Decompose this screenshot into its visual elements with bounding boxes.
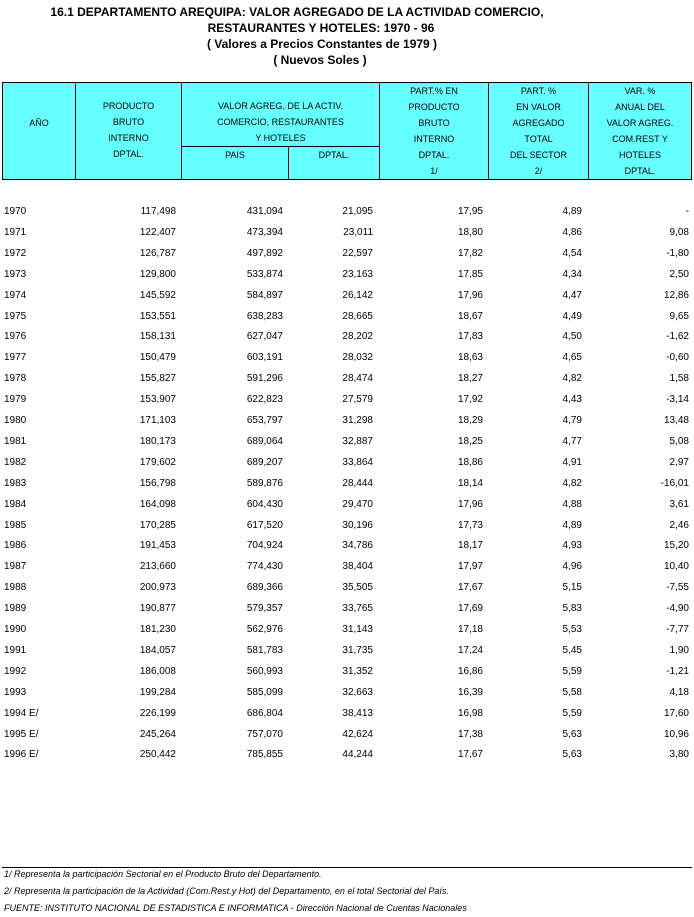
cell-part-valor: 4,89: [562, 519, 582, 531]
table-row: [0, 223, 694, 243]
cell-pais: 585,099: [246, 686, 283, 698]
cell-pais: 589,876: [246, 477, 283, 489]
cell-part-valor: 4,79: [562, 415, 582, 426]
title-line-2: RESTAURANTES Y HOTELES: 1970 - 96: [207, 21, 435, 35]
cell-dptal: 30,196: [342, 519, 373, 531]
cell-part: 18,17: [457, 540, 483, 552]
cell-year: 1995 E/: [4, 728, 39, 740]
cell-part-valor: 4,82: [562, 477, 582, 489]
cell-pbi: 126,787: [139, 247, 176, 259]
table-row: [0, 327, 694, 347]
table-title: [0, 4, 694, 68]
table-row: [0, 411, 694, 431]
table-row: [0, 286, 694, 306]
cell-part-valor: 5,45: [562, 644, 582, 656]
cell-dptal: 34,786: [342, 540, 373, 552]
footnote-1: 1/ Representa la participación Sectorial en el Producto Bruto del Departamento.: [4, 869, 322, 879]
cell-part: 17,95: [457, 206, 483, 217]
cell-part-valor: 4,88: [562, 498, 582, 510]
cell-pais: 689,366: [246, 582, 283, 594]
cell-part-valor: 5,53: [562, 624, 582, 635]
cell-var: 3,61: [669, 498, 689, 510]
cell-var: -4,90: [666, 603, 689, 615]
cell-var: 9,08: [669, 226, 689, 238]
header-year-label: AÑO: [29, 118, 49, 128]
cell-pais: 785,855: [246, 749, 283, 761]
cell-var: -0,60: [666, 352, 689, 364]
header-part-valor: [488, 82, 589, 180]
header-part-valor-line: EN VALOR: [516, 102, 561, 112]
cell-part-valor: 4,49: [562, 310, 582, 322]
cell-dptal: 28,665: [342, 310, 373, 322]
cell-var: -1,62: [666, 331, 689, 343]
header-part-valor-line: PART. %: [520, 86, 557, 96]
cell-year: 1984: [4, 498, 27, 510]
cell-pbi: 190,877: [139, 603, 176, 615]
cell-pais: 757,070: [246, 728, 283, 740]
cell-var: 9,65: [669, 310, 689, 322]
table-row: [0, 683, 694, 703]
cell-part-valor: 4,96: [562, 561, 582, 573]
cell-part: 17,69: [457, 603, 483, 615]
cell-var: 4,18: [669, 686, 689, 698]
cell-pbi: 122,407: [139, 226, 176, 238]
cell-pais: 497,892: [246, 247, 283, 259]
cell-part-valor: 4,86: [562, 226, 582, 238]
cell-pbi: 226,199: [139, 707, 176, 719]
cell-year: 1970: [4, 206, 27, 217]
cell-part: 17,85: [457, 268, 483, 280]
cell-var: -16,01: [660, 477, 689, 489]
header-part-line: BRUTO: [418, 118, 450, 128]
header-pbi-line: DPTAL.: [113, 149, 144, 159]
cell-pais: 617,520: [246, 519, 283, 531]
cell-pbi: 170,285: [139, 519, 176, 531]
cell-pbi: 181,230: [139, 624, 176, 635]
cell-var: 12,86: [663, 289, 689, 301]
cell-pais: 774,430: [246, 561, 283, 573]
cell-dptal: 21,095: [342, 206, 373, 217]
cell-year: 1980: [4, 415, 27, 426]
cell-pbi: 156,798: [139, 477, 176, 489]
header-part-valor-line: DEL SECTOR: [509, 150, 567, 160]
cell-pbi: 164,098: [139, 498, 176, 510]
header-pbi: [75, 82, 182, 180]
cell-pais: 584,897: [246, 289, 283, 301]
cell-dptal: 29,470: [342, 498, 373, 510]
table-row: [0, 578, 694, 598]
cell-part: 16,98: [457, 707, 483, 719]
table-row: [0, 265, 694, 285]
table-row: [0, 725, 694, 745]
cell-pais: 622,823: [246, 394, 283, 406]
table-row: [0, 662, 694, 682]
cell-year: 1992: [4, 665, 27, 677]
header-part-line: 1/: [430, 166, 438, 176]
header-pbi-line: INTERNO: [108, 133, 149, 143]
header-pbi-line: BRUTO: [112, 117, 145, 127]
cell-dptal: 38,413: [342, 707, 373, 719]
cell-part-valor: 4,91: [562, 456, 582, 468]
table-row: [0, 704, 694, 724]
cell-part-valor: 5,15: [562, 582, 582, 594]
cell-part-valor: 4,82: [562, 373, 582, 385]
cell-pbi: 179,602: [139, 456, 176, 468]
cell-part-valor: 5,63: [562, 728, 582, 740]
header-part-valor-line: AGREGADO: [512, 118, 565, 128]
cell-part: 18,63: [457, 352, 483, 364]
cell-part: 17,24: [457, 644, 483, 656]
title-line-1: 16.1 DEPARTAMENTO AREQUIPA: VALOR AGREGADO DE LA ACTIVIDAD COMERCIO,: [50, 5, 544, 19]
cell-part: 17,96: [457, 498, 483, 510]
cell-pais: 638,283: [246, 310, 283, 322]
header-var-line: COM.REST Y: [612, 134, 668, 144]
cell-pbi: 250,442: [139, 749, 176, 761]
cell-var: 1,58: [669, 373, 689, 385]
cell-var: 10,96: [663, 728, 689, 740]
cell-var: 13,48: [663, 415, 689, 426]
cell-dptal: 28,032: [342, 352, 373, 364]
cell-var: 2,97: [669, 456, 689, 468]
cell-year: 1977: [4, 352, 27, 364]
cell-part-valor: 4,54: [562, 247, 582, 259]
cell-pbi: 129,800: [139, 268, 176, 280]
cell-pais: 627,047: [246, 331, 283, 343]
cell-pbi: 200,973: [139, 582, 176, 594]
cell-year: 1979: [4, 394, 27, 406]
cell-dptal: 38,404: [342, 561, 373, 573]
cell-pais: 473,394: [246, 226, 283, 238]
header-pbi-line: PRODUCTO: [102, 101, 155, 111]
cell-part-valor: 4,65: [562, 352, 582, 364]
cell-pais: 560,993: [246, 665, 283, 677]
title-line-4: ( Nuevos Soles ): [273, 53, 367, 67]
header-part: [379, 82, 489, 180]
cell-var: -1,80: [666, 247, 689, 259]
table-row: [0, 307, 694, 327]
header-var-line: ANUAL DEL: [615, 102, 665, 112]
cell-year: 1983: [4, 477, 27, 489]
cell-year: 1987: [4, 561, 27, 573]
header-valor-line: VALOR AGREG. DE LA ACTIV.: [217, 101, 344, 111]
cell-dptal: 31,735: [342, 644, 373, 656]
cell-pbi: 213,660: [139, 561, 176, 573]
cell-pbi: 153,907: [139, 394, 176, 406]
cell-dptal: 31,352: [342, 665, 373, 677]
table-row: [0, 536, 694, 556]
cell-year: 1993: [4, 686, 27, 698]
cell-part: 17,18: [457, 624, 483, 635]
header-part-line: DPTAL.: [418, 150, 450, 160]
header-part-line: PART.% EN: [410, 86, 458, 96]
cell-part: 17,67: [457, 582, 483, 594]
cell-year: 1994 E/: [4, 707, 39, 719]
header-part-valor-line: TOTAL: [524, 134, 553, 144]
cell-pais: 562,976: [246, 624, 283, 635]
cell-part: 18,27: [457, 373, 483, 385]
cell-dptal: 26,142: [342, 289, 373, 301]
cell-dptal: 35,505: [342, 582, 373, 594]
cell-pais: 689,207: [246, 456, 283, 468]
cell-part-valor: 5,63: [562, 749, 582, 761]
cell-dptal: 31,143: [342, 624, 373, 635]
table-row: [0, 620, 694, 640]
cell-pais: 533,874: [246, 268, 283, 280]
table-row: [0, 495, 694, 515]
header-var-line: DPTAL.: [624, 166, 656, 176]
cell-var: 2,46: [669, 519, 689, 531]
cell-dptal: 33,765: [342, 603, 373, 615]
cell-year: 1986: [4, 540, 27, 552]
cell-part: 18,14: [457, 477, 483, 489]
cell-var: 2,50: [669, 268, 689, 280]
table-row: [0, 516, 694, 536]
table-row: [0, 202, 694, 222]
cell-dptal: 28,202: [342, 331, 373, 343]
footnote-2: 2/ Representa la participación de la Actividad (Com.Rest.y Hot) del Departamento, en el total Sectorial del País.: [4, 886, 449, 896]
cell-part-valor: 4,34: [562, 268, 582, 280]
cell-pbi: 186,008: [139, 665, 176, 677]
cell-pais: 653,797: [246, 415, 283, 426]
cell-year: 1996 E/: [4, 749, 39, 761]
footer-divider: [2, 867, 692, 868]
cell-pbi: 145,592: [139, 289, 176, 301]
cell-part-valor: 5,58: [562, 686, 582, 698]
cell-var: -1,21: [666, 665, 689, 677]
cell-pbi: 191,453: [139, 540, 176, 552]
cell-pbi: 180,173: [139, 435, 176, 447]
table-row: [0, 432, 694, 452]
cell-dptal: 27,579: [342, 394, 373, 406]
cell-pbi: 158,131: [139, 331, 176, 343]
cell-part-valor: 5,59: [562, 707, 582, 719]
cell-part: 17,67: [457, 749, 483, 761]
cell-part: 17,83: [457, 331, 483, 343]
table-header: [0, 82, 694, 180]
header-valor-line: Y HOTELES: [255, 133, 306, 143]
cell-pbi: 153,551: [139, 310, 176, 322]
cell-part: 17,92: [457, 394, 483, 406]
cell-dptal: 42,624: [342, 728, 373, 740]
cell-part: 17,73: [457, 519, 483, 531]
cell-var: 15,20: [663, 540, 689, 552]
source-note: FUENTE: INSTITUTO NACIONAL DE ESTADISTICA E INFORMATICA - Dirección Nacional de Cuentas Nacionales: [4, 903, 467, 913]
cell-year: 1971: [4, 226, 27, 238]
cell-part: 18,80: [457, 226, 483, 238]
cell-part-valor: 5,59: [562, 665, 582, 677]
header-pais-label: PAIS: [225, 150, 245, 160]
cell-dptal: 22,597: [342, 247, 373, 259]
table-row: [0, 453, 694, 473]
cell-var: 1,90: [669, 644, 689, 656]
cell-part: 17,82: [457, 247, 483, 259]
cell-var: 17,60: [663, 707, 689, 719]
header-valor-line: COMERCIO, RESTAURANTES: [217, 117, 344, 127]
cell-part-valor: 5,83: [562, 603, 582, 615]
cell-part: 18,25: [457, 435, 483, 447]
cell-var: -7,77: [666, 624, 689, 635]
cell-pais: 686,804: [246, 707, 283, 719]
cell-pais: 704,924: [246, 540, 283, 552]
cell-dptal: 32,663: [342, 686, 373, 698]
cell-part-valor: 4,93: [562, 540, 582, 552]
header-var-line: VALOR AGREG.: [606, 118, 674, 128]
cell-part: 16,86: [457, 665, 483, 677]
cell-year: 1973: [4, 268, 27, 280]
cell-pais: 581,783: [246, 644, 283, 656]
cell-part: 18,86: [457, 456, 483, 468]
cell-pais: 689,064: [246, 435, 283, 447]
table-row: [0, 390, 694, 410]
cell-var: -: [685, 206, 689, 217]
cell-part: 18,67: [457, 310, 483, 322]
cell-var: -7,55: [666, 582, 689, 594]
cell-var: 5,08: [669, 435, 689, 447]
header-part-line: INTERNO: [413, 134, 455, 144]
table-row: [0, 557, 694, 577]
cell-part-valor: 4,77: [562, 435, 582, 447]
cell-pbi: 184,057: [139, 644, 176, 656]
cell-pais: 603,191: [246, 352, 283, 364]
cell-part-valor: 4,47: [562, 289, 582, 301]
cell-part-valor: 4,89: [562, 206, 582, 217]
cell-dptal: 28,474: [342, 373, 373, 385]
table-row: [0, 474, 694, 494]
header-valor: [181, 82, 380, 147]
cell-dptal: 23,011: [343, 226, 373, 238]
cell-year: 1972: [4, 247, 27, 259]
cell-pbi: 155,827: [139, 373, 176, 385]
cell-part-valor: 4,50: [562, 331, 582, 343]
cell-pais: 431,094: [246, 206, 283, 217]
cell-year: 1975: [4, 310, 27, 322]
cell-part: 17,96: [457, 289, 483, 301]
table-row: [0, 745, 694, 765]
cell-dptal: 28,444: [342, 477, 373, 489]
cell-part: 17,97: [457, 561, 483, 573]
cell-part-valor: 4,43: [562, 394, 582, 406]
cell-year: 1981: [4, 435, 27, 447]
header-dptal: [288, 146, 380, 180]
cell-dptal: 31,298: [342, 415, 373, 426]
cell-dptal: 44,244: [342, 749, 373, 761]
table-row: [0, 599, 694, 619]
header-part-line: PRODUCTO: [408, 102, 460, 112]
cell-var: -3,14: [666, 394, 689, 406]
cell-pais: 591,296: [246, 373, 283, 385]
title-line-3: ( Valores a Precios Constantes de 1979 ): [206, 37, 438, 51]
cell-year: 1991: [4, 644, 27, 656]
cell-pbi: 199,284: [139, 686, 176, 698]
cell-pais: 579,357: [246, 603, 283, 615]
header-var: [588, 82, 692, 180]
table-row: [0, 641, 694, 661]
cell-part: 18,29: [457, 415, 483, 426]
cell-year: 1988: [4, 582, 27, 594]
header-var-line: VAR. %: [624, 86, 656, 96]
cell-pbi: 171,103: [139, 415, 176, 426]
cell-pbi: 150,479: [139, 352, 176, 364]
cell-year: 1985: [4, 519, 27, 531]
header-part-valor-line: 2/: [534, 166, 543, 176]
cell-dptal: 23,163: [342, 268, 373, 280]
table-row: [0, 369, 694, 389]
cell-var: 3,80: [669, 749, 689, 761]
cell-dptal: 32,887: [342, 435, 373, 447]
cell-pbi: 117,498: [140, 206, 176, 217]
cell-part: 17,38: [457, 728, 483, 740]
table-row: [0, 244, 694, 264]
cell-year: 1989: [4, 603, 27, 615]
table-row: [0, 348, 694, 368]
header-pais: [181, 146, 289, 180]
cell-year: 1990: [4, 624, 27, 635]
cell-year: 1974: [4, 289, 27, 301]
cell-var: 10,40: [663, 561, 689, 573]
cell-pbi: 245,264: [139, 728, 176, 740]
cell-pais: 604,430: [246, 498, 283, 510]
cell-part: 16,39: [457, 686, 483, 698]
cell-year: 1982: [4, 456, 27, 468]
header-var-line: HOTELES: [618, 150, 661, 160]
cell-dptal: 33,864: [342, 456, 373, 468]
header-year: [2, 82, 76, 180]
header-dptal-label: DPTAL.: [318, 150, 350, 160]
cell-year: 1978: [4, 373, 27, 385]
cell-year: 1976: [4, 331, 27, 343]
